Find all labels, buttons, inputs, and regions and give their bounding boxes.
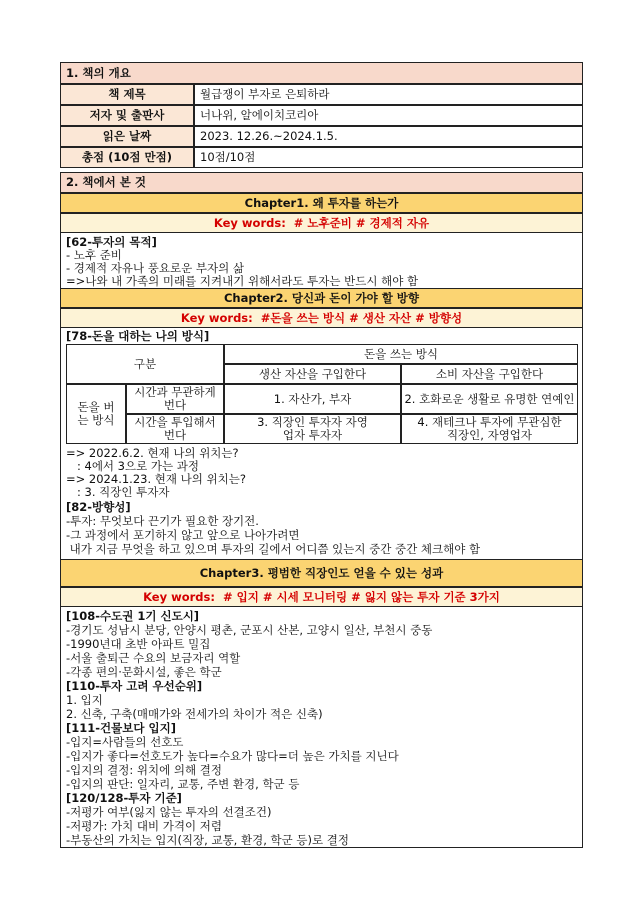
book-title-value: 월급쟁이 부자로 은퇴하라 <box>194 84 583 105</box>
chapter2-note: : 3. 직장인 투자자 <box>66 485 170 499</box>
date-label: 읽은 날짜 <box>60 126 194 147</box>
chapter1-keywords-label: Key words: <box>213 215 286 230</box>
chapter3-keywords <box>60 587 583 607</box>
table-row-group: 돈을 버는 방식 <box>66 384 126 444</box>
chapter2-heading2: [82-방향성] <box>66 500 131 514</box>
chapter2-heading: [78-돈을 대하는 나의 방식] <box>66 329 210 343</box>
table-corner: 구분 <box>66 344 224 384</box>
table-cell-3: 3. 직장인 투자자 자영업자 투자자 <box>224 414 401 444</box>
chapter2-line: -투자: 무엇보다 끈기가 필요한 장기전. <box>66 514 259 528</box>
chapter3-line: -입지의 결정: 위치에 의해 결정 <box>66 763 222 777</box>
chapter2-note: => 2024.1.23. 현재 나의 위치는? <box>66 472 246 486</box>
table-cell-1: 1. 자산가, 부자 <box>224 384 401 414</box>
table-cell-2: 2. 호화로운 생활로 유명한 연예인 <box>401 384 578 414</box>
chapter2-line: -그 과정에서 포기하지 않고 앞으로 나아가려면 <box>66 528 300 542</box>
author-label: 저자 및 출판사 <box>60 105 194 126</box>
chapter2-note: : 4에서 3으로 가는 과정 <box>66 459 199 473</box>
chapter2-note: => 2022.6.2. 현재 나의 위치는? <box>66 446 239 460</box>
chapter3-line: 2. 신축, 구축(매매가와 전세가의 차이가 적은 신축) <box>66 707 323 721</box>
table-cell-4: 4. 재테크나 투자에 무관심한 직장인, 자영업자 <box>401 414 578 444</box>
chapter3-line: -입지가 좋다=선호도가 높다=수요가 많다=더 높은 가치를 지닌다 <box>66 749 399 763</box>
author-value: 너나위, 알에이치코리아 <box>194 105 583 126</box>
chapter2-title: Chapter2. 당신과 돈이 가야 할 방향 <box>60 288 583 308</box>
chapter3-keywords-text: # 입지 # 시세 모니터링 # 잃지 않는 투자 기준 3가지 <box>222 589 500 604</box>
chapter3-heading: [120/128-투자 기준] <box>66 791 182 805</box>
chapter3-heading: [108-수도권 1기 신도시] <box>66 609 200 623</box>
chapter3-line: -경기도 성남시 분당, 안양시 평촌, 군포시 산본, 고양시 일산, 부천시 중동 <box>66 623 433 637</box>
chapter3-line: -입지의 판단: 일자리, 교통, 주변 환경, 학군 등 <box>66 777 300 791</box>
chapter3-title: Chapter3. 평범한 직장인도 얻을 수 있는 성과 <box>60 559 583 587</box>
table-col1-header: 생산 자산을 구입한다 <box>224 364 401 384</box>
date-value: 2023. 12.26.~2024.1.5. <box>194 126 583 147</box>
chapter2-line: 내가 지금 무엇을 하고 있으며 투자의 길에서 어디쯤 있는지 중간 중간 체크해야 함 <box>66 542 481 556</box>
section1-title: 1. 책의 개요 <box>60 62 583 84</box>
chapter3-line: -저평가: 가치 대비 가격이 저렴 <box>66 819 222 833</box>
chapter3-line: 1. 입지 <box>66 693 103 707</box>
section2-title: 2. 책에서 본 것 <box>60 172 583 193</box>
chapter3-line: -1990년대 초반 아파트 밀집 <box>66 637 211 651</box>
chapter3-line: -각종 편의·문화시설, 좋은 학군 <box>66 665 222 679</box>
chapter3-line: -저평가 여부(잃지 않는 투자의 선결조건) <box>66 805 272 819</box>
chapter3-line: -부동산의 가치는 입지(직장, 교통, 환경, 학군 등)로 결정 <box>66 833 349 847</box>
chapter3-heading: [111-건물보다 입지] <box>66 721 176 735</box>
chapter2-keywords <box>60 308 583 328</box>
table-row1-label: 시간과 무관하게 번다 <box>126 384 224 414</box>
chapter3-heading: [110-투자 고려 우선순위] <box>66 679 203 693</box>
chapter1-heading: [62-투자의 목적] <box>66 235 157 249</box>
chapter2-keywords-text: #돈을 쓰는 방식 # 생산 자산 # 방향성 <box>260 310 463 325</box>
chapter1-keywords <box>60 213 583 233</box>
chapter1-line: - 경제적 자유나 풍요로운 부자의 삶 <box>66 261 244 275</box>
table-row2-label: 시간을 투입해서 번다 <box>126 414 224 444</box>
table-top-header: 돈을 쓰는 방식 <box>224 344 578 364</box>
chapter1-keywords-text: # 노후준비 # 경제적 자유 <box>293 215 430 230</box>
score-value: 10점/10점 <box>194 147 583 168</box>
chapter1-line: =>나와 내 가족의 미래를 지켜내기 위해서라도 투자는 반드시 해야 함 <box>66 274 419 288</box>
chapter1-title: Chapter1. 왜 투자를 하는가 <box>60 193 583 213</box>
chapter1-line: - 노후 준비 <box>66 248 122 262</box>
chapter3-line: -서울 출퇴근 수요의 보금자리 역할 <box>66 651 241 665</box>
table-col2-header: 소비 자산을 구입한다 <box>401 364 578 384</box>
chapter2-keywords-label: Key words: <box>180 310 253 325</box>
score-label: 총점 (10점 만점) <box>60 147 194 168</box>
chapter3-keywords-label: Key words: <box>143 589 215 604</box>
title-label: 책 제목 <box>60 84 194 105</box>
chapter3-line: -입지=사람들의 선호도 <box>66 735 184 749</box>
